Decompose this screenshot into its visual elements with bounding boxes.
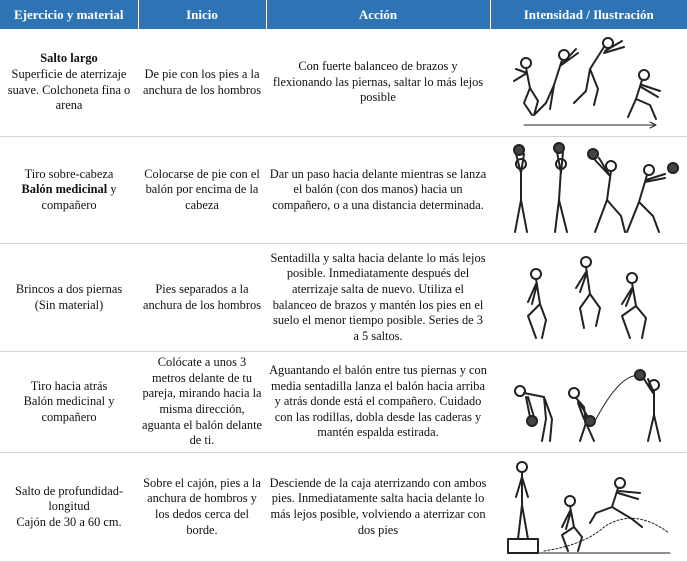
illustration-cell <box>490 244 687 352</box>
illustration-cell <box>490 137 687 244</box>
exercise-cell <box>0 453 138 562</box>
table-row <box>0 352 687 453</box>
start-cell: De pie con los pies a la anchura de los hombros <box>138 29 266 137</box>
start-cell: Colocarse de pie con el balón por encima de la cabeza <box>138 137 266 244</box>
exercise-material: Cajón de 30 a 60 cm. <box>16 514 122 529</box>
exercise-title: Salto largo <box>40 51 98 66</box>
header-action: Acción <box>266 0 490 29</box>
exercise-material: Balón medicinal y compañero <box>23 394 115 424</box>
exercise-title: Salto de profundidad-longitud <box>14 483 124 514</box>
long-jump-figures-icon <box>504 33 674 133</box>
action-cell: Dar un paso hacia delante mientras se lanza el balón (con dos manos) hacia un compañero, o a una distancia determinada. <box>266 137 490 244</box>
table-row <box>0 453 687 562</box>
action-cell: Con fuerte balanceo de brazos y flexionando las piernas, saltar lo más lejos posible <box>266 29 490 137</box>
table-header-row <box>0 0 687 29</box>
illustration-cell <box>490 453 687 562</box>
exercise-bold: Balón medicinal <box>21 182 108 197</box>
overhead-throw-figures-icon <box>499 140 679 240</box>
exercise-title: Brincos a dos piernas <box>15 281 123 296</box>
start-cell: Pies separados a la anchura de los hombros <box>138 244 266 352</box>
illustration-cell <box>490 352 687 453</box>
table-row <box>0 29 687 137</box>
action-cell: Aguantando el balón entre tus piernas y con media sentadilla lanza el balón hacia arriba y atrás donde está el compañero. Cuidado con las rodillas, dobla desde las caderas y mantén espalda estirada. <box>266 352 490 453</box>
two-leg-hops-figures-icon <box>514 248 664 348</box>
header-start: Inicio <box>138 0 266 29</box>
exercise-cell <box>0 352 138 453</box>
exercise-title: Tiro hacia atrás <box>30 378 108 393</box>
header-exercise: Ejercicio y material <box>0 0 138 29</box>
exercise-suffix: y compañero <box>41 182 117 212</box>
exercise-cell <box>0 29 138 137</box>
header-illustration: Intensidad / Ilustración <box>490 0 687 29</box>
table-row <box>0 244 687 352</box>
depth-jump-figures-icon <box>504 457 674 557</box>
exercise-cell <box>0 137 138 244</box>
table-row <box>0 137 687 244</box>
action-cell: Desciende de la caja aterrizando con ambos pies. Inmediatamente salta hacia delante lo más lejos posible, volviendo a aterrizar con dos pies <box>266 453 490 562</box>
backward-throw-figures-icon <box>504 357 674 447</box>
start-cell: Sobre el cajón, pies a la anchura de hombros y los dedos cerca del borde. <box>138 453 266 562</box>
exercise-prefix: Tiro sobre-cabeza <box>24 166 114 181</box>
illustration-cell <box>490 29 687 137</box>
start-cell: Colócate a unos 3 metros delante de tu pareja, mirando hacia la misma dirección, aguanta el balón delante de ti. <box>138 352 266 453</box>
exercise-material: Superficie de aterrizaje suave. Colchoneta fina o arena <box>7 66 131 113</box>
action-cell: Sentadilla y salta hacia delante lo más lejos posible. Inmediatamente después del aterrizaje salta de nuevo. Utiliza el balanceo de brazos y mantén los pies en el suelo el menor tiempo posible. Series de 3 a 5 saltos. <box>266 244 490 352</box>
exercise-cell <box>0 244 138 352</box>
exercise-material: (Sin material) <box>34 297 104 312</box>
